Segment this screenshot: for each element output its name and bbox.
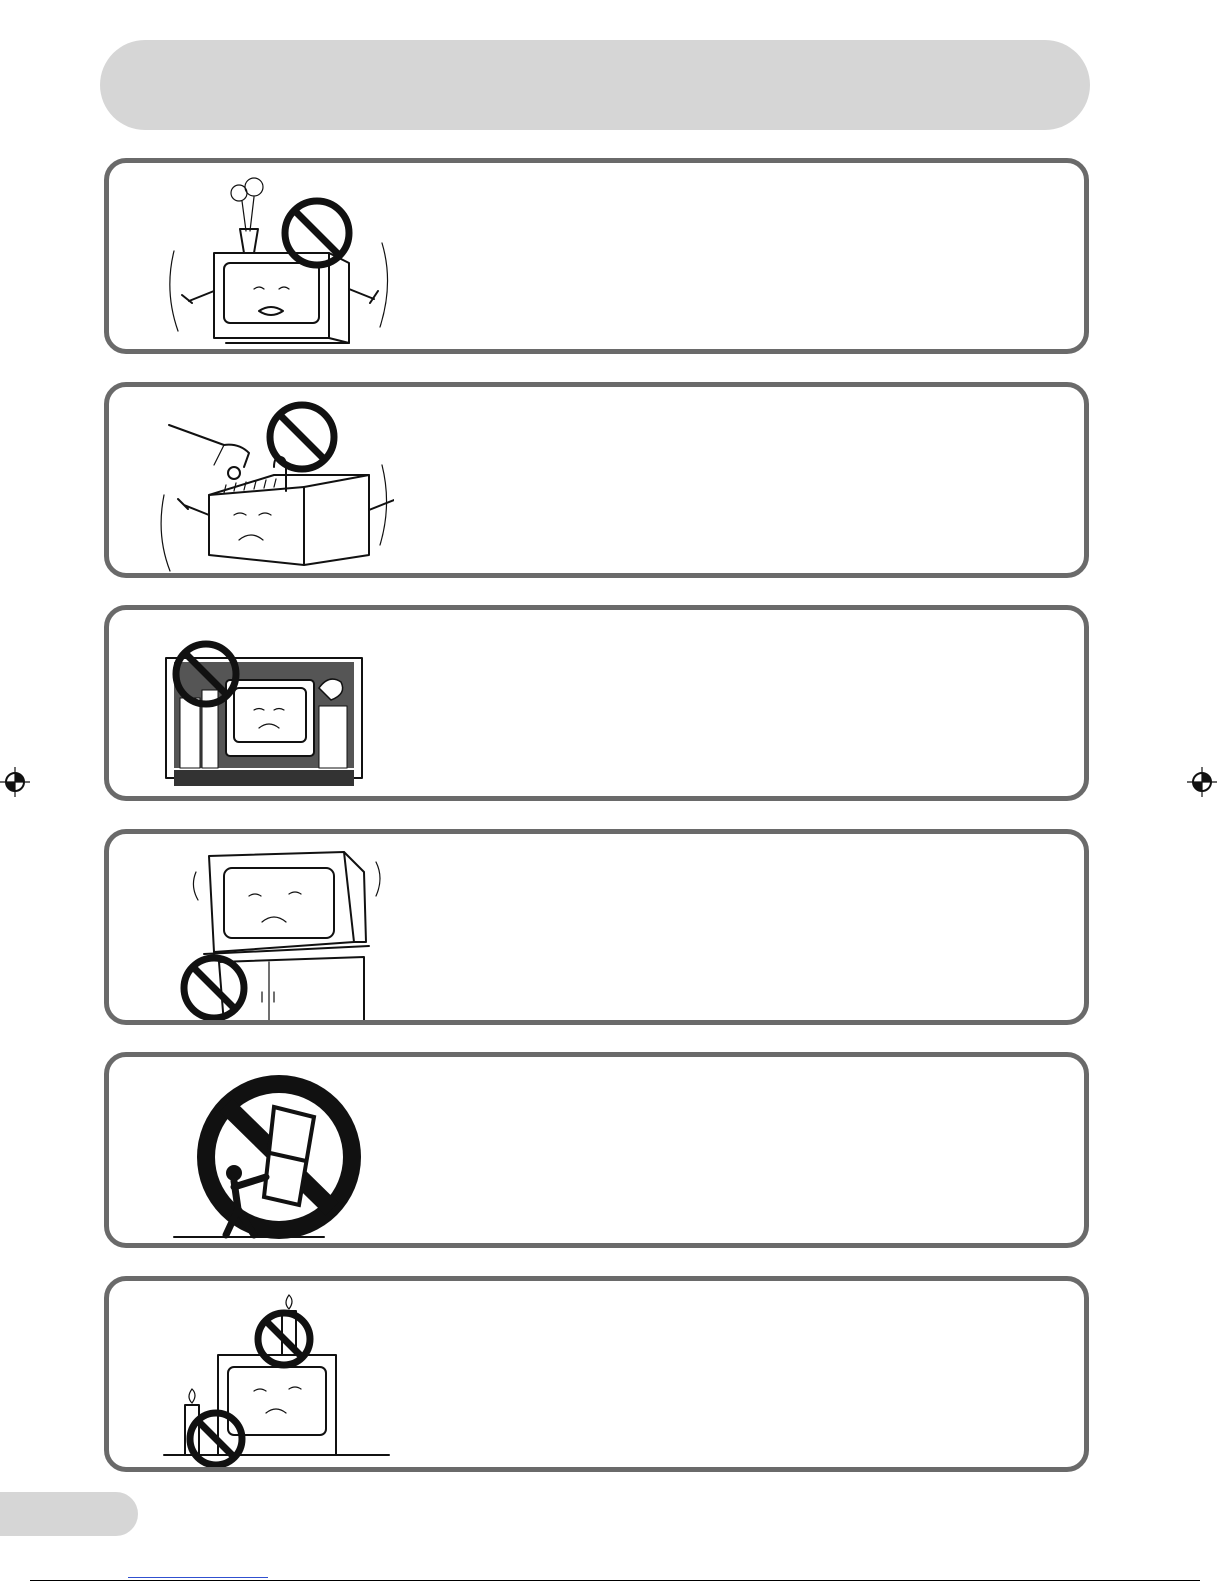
safety-panel-unstable xyxy=(104,829,1089,1025)
page-number-tab xyxy=(0,1492,138,1536)
footer-rule xyxy=(30,1580,1200,1581)
safety-panel-enclosed xyxy=(104,605,1089,801)
no-vase-on-tv-icon xyxy=(154,171,394,349)
footer-link-underline xyxy=(128,1577,268,1578)
cart-tip-over-warning-icon xyxy=(154,1065,394,1243)
safety-panel-flame xyxy=(104,1276,1089,1472)
no-unstable-stand-icon xyxy=(154,842,394,1020)
safety-panel-cart xyxy=(104,1052,1089,1248)
header-bar xyxy=(100,40,1090,130)
no-open-flame-icon xyxy=(154,1289,394,1467)
no-enclosed-space-icon xyxy=(154,618,394,796)
safety-panel-vase xyxy=(104,158,1089,354)
no-objects-in-vents-icon xyxy=(154,395,394,573)
registration-mark-right xyxy=(1187,767,1217,797)
registration-mark-left xyxy=(0,767,30,797)
safety-panel-ventilation xyxy=(104,382,1089,578)
